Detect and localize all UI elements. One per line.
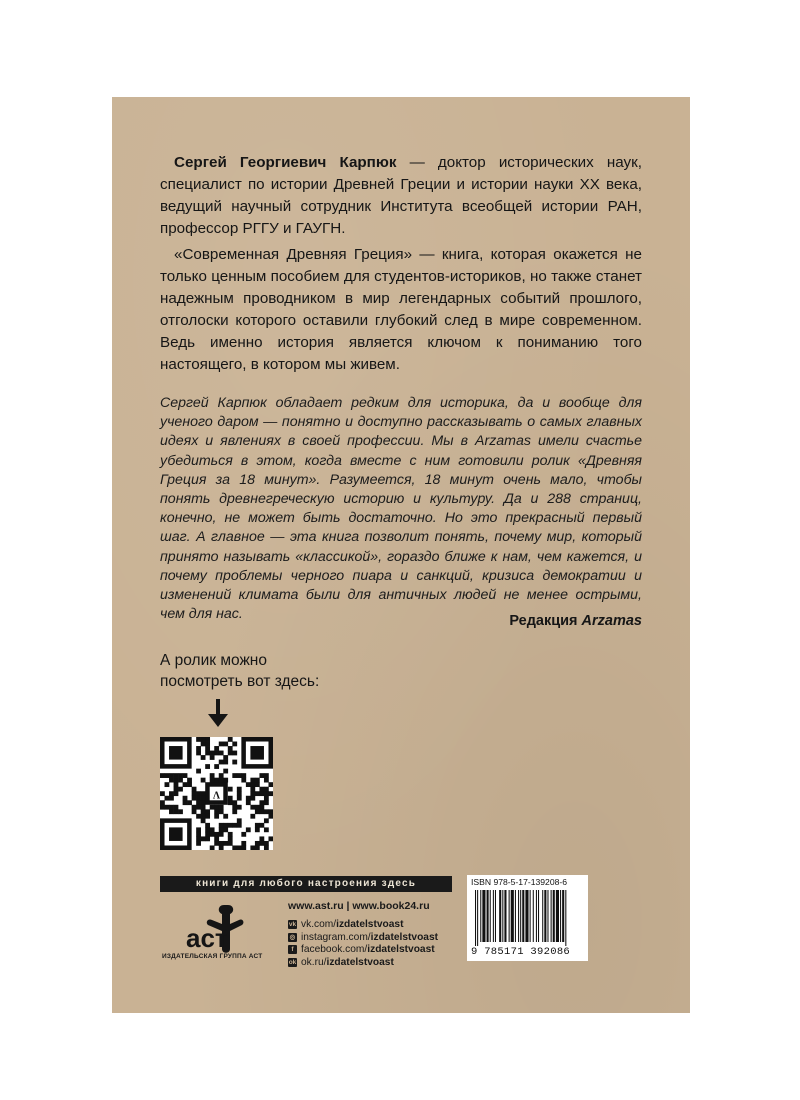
signature-prefix: Редакция — [509, 613, 582, 629]
social-link-prefix: ok.ru/ — [301, 957, 327, 969]
svg-text:Λ: Λ — [212, 790, 221, 802]
social-link-prefix: vk.com/ — [301, 918, 337, 930]
author-bio — [160, 152, 642, 240]
author-name: Сергей Георгиевич Карпюк — [174, 154, 397, 171]
publisher-caption: ИЗДАТЕЛЬСКАЯ ГРУППА АСТ — [162, 953, 263, 960]
isbn-barcode — [467, 875, 588, 961]
odnoklassniki-icon: ok — [288, 959, 297, 967]
social-link-handle: izdatelstvoast — [336, 918, 404, 930]
facebook-icon: f — [288, 945, 297, 954]
social-link-prefix: facebook.com/ — [301, 944, 368, 956]
qr-caption — [160, 650, 380, 692]
book-back-cover — [112, 97, 690, 1013]
social-link-handle: izdatelstvoast — [367, 944, 435, 956]
arrow-down-icon — [206, 699, 230, 729]
author-bio-text: — доктор исторических наук, специалист по истории Древней Греции и истории науки XX века, ведущий научный сотрудник Института всеобщей истории РАН, профессор РГГУ и ГАУГН. — [160, 154, 642, 237]
social-link-vk[interactable] — [288, 918, 438, 931]
editorial-quote: Сергей Карпюк обладает редким для историка, да и вообще для ученого даром — понятно и доступно рассказывать о самых главных идеях и явлениях в своей профессии. Мы в Arzamas имели счастье убедиться в этом, когда вместе с ним готовили ролик «Древняя Греция за 18 минут». Разумеется, 18 минут очень мало, чтобы понять древнегреческую историю и культуру. Да и 288 страниц, конечно, не может быть достаточно. Но это прекрасный первый шаг. А главное — эта книга позволит понять, почему мир, который принято называть «классикой», гораздо ближе к нам, чем кажется, и почему проблемы черного пиара и санкций, кризиса демократии и изменений климата были для античных людей не менее острыми, чем для нас. — [160, 395, 642, 623]
ast-logo-mark — [172, 897, 272, 957]
social-link-handle: izdatelstvoast — [370, 931, 439, 943]
vk-icon: vk — [288, 920, 297, 928]
barcode-bars — [471, 890, 584, 946]
signature-brand: Arzamas — [581, 613, 642, 629]
social-link-prefix: instagram.com/ — [301, 931, 371, 943]
qr-code-pattern — [160, 737, 273, 850]
social-link-odnoklassniki[interactable] — [288, 956, 438, 969]
quote-signature — [509, 613, 642, 629]
qr-caption-line-2: посмотреть вот здесь: — [160, 673, 320, 690]
book-description: «Современная Древняя Греция» — книга, которая окажется не только ценным пособием для студентов-историков, но также станет надежным проводником в мир легендарных событий прошлого, отголоски которого оставили глубокий след в мире современном. Ведь именно история является ключом к пониманию того настоящего, в котором мы живем. — [160, 246, 642, 373]
social-link-handle: izdatelstvoast — [326, 957, 394, 969]
qr-code[interactable] — [160, 737, 273, 850]
barcode-number: 9 785171 392086 — [471, 946, 571, 958]
publisher-tagline: книги для любого настроения здесь — [160, 876, 452, 892]
publisher-links — [288, 900, 438, 969]
qr-caption-line-1: А ролик можно — [160, 652, 267, 669]
social-link-facebook[interactable] — [288, 944, 438, 957]
isbn-label: ISBN 978-5-17-139208-6 — [471, 877, 568, 887]
social-link-instagram[interactable] — [288, 931, 438, 944]
instagram-icon: ◎ — [289, 933, 296, 941]
publisher-sites[interactable]: www.ast.ru | www.book24.ru — [288, 900, 430, 912]
ast-logo-text: аст — [186, 923, 228, 953]
